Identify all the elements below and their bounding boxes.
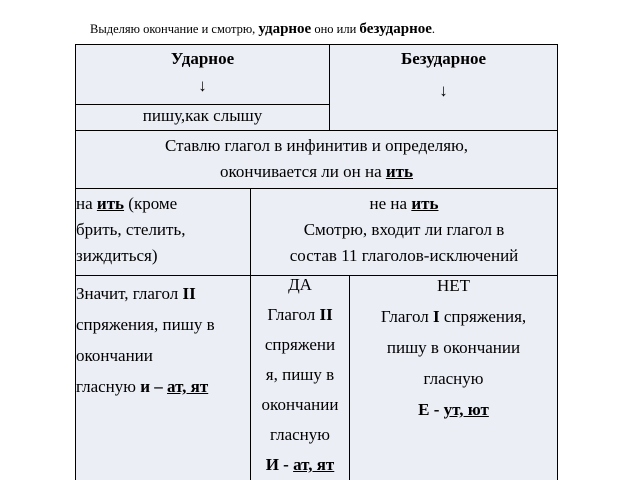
answer-yes-line2-bold: II xyxy=(319,305,333,324)
answer-yes-line1: ДА xyxy=(288,275,312,294)
infinitive-ending: ить xyxy=(385,162,413,181)
answer-no-line5-bold: Е - xyxy=(418,400,444,419)
answer-no-line1: НЕТ xyxy=(436,276,471,295)
title-stressed: ударное xyxy=(258,21,312,37)
unstressed-arrow-icon: ↓ xyxy=(439,81,448,100)
result-ii-bold: II xyxy=(182,284,196,303)
unstressed-header-cell xyxy=(330,45,557,130)
title-middle: оно или xyxy=(314,22,357,36)
ending-it-cell xyxy=(76,189,250,275)
not-it-bold: ить xyxy=(411,194,439,213)
title-prefix: Выделяю окончание и смотрю, xyxy=(90,22,256,36)
stressed-rule-text: пишу,как слышу xyxy=(142,106,263,125)
not-it-line1 xyxy=(251,191,557,217)
answer-yes-line7 xyxy=(251,450,349,480)
answer-no-line4: гласную xyxy=(423,369,484,388)
result-ii-prefix: Значит, глагол xyxy=(76,284,183,303)
ending-it-line2: брить, стелить, xyxy=(76,220,186,239)
answer-yes-line7-bold: И - xyxy=(265,455,294,474)
answer-no-line5 xyxy=(350,394,557,425)
answer-no-line2-prefix: Глагол xyxy=(380,307,433,326)
ending-it-prefix: на xyxy=(76,194,97,213)
answer-no-endings: ут, ют xyxy=(443,400,489,419)
stressed-header-label: Ударное xyxy=(170,49,235,68)
answer-yes-line6: гласную xyxy=(270,425,330,444)
answer-yes-line4: я, пишу в xyxy=(265,365,335,384)
answer-no-cell xyxy=(350,276,557,480)
title-suffix: . xyxy=(431,22,435,36)
answer-no-line2-bold: I xyxy=(432,307,440,326)
infinitive-step-line2 xyxy=(76,159,557,185)
not-it-cell xyxy=(251,189,557,275)
ending-it-suffix: (кроме xyxy=(124,194,178,213)
stressed-arrow-icon: ↓ xyxy=(198,76,207,95)
not-it-line3: состав 11 глаголов-исключений xyxy=(289,246,519,265)
stressed-rule-cell xyxy=(76,105,329,130)
answer-no-line2 xyxy=(350,301,557,332)
result-ii-line3: окончании xyxy=(76,346,153,365)
ending-it-line3: зиждиться) xyxy=(76,246,158,265)
title-unstressed: безударное xyxy=(359,21,432,37)
answer-no-line3: пишу в окончании xyxy=(386,338,521,357)
infinitive-step-line2-text: окончивается ли он на xyxy=(220,162,386,181)
not-it-line2: Смотрю, входит ли глагол в xyxy=(303,220,505,239)
unstressed-header-label: Безударное xyxy=(400,49,487,68)
answer-yes-line2 xyxy=(251,300,349,330)
result-ii-line4-bold: и – xyxy=(140,377,168,396)
ending-it-line1 xyxy=(76,191,250,217)
infinitive-step-line1: Ставлю глагол в инфинитив и определяю, xyxy=(164,136,469,155)
result-ii-line4-prefix: гласную xyxy=(76,377,141,396)
ending-it-bold: ить xyxy=(96,194,125,213)
not-it-prefix: не на xyxy=(369,194,412,213)
answer-yes-line3: спряжени xyxy=(264,335,336,354)
answer-yes-endings: ат, ят xyxy=(293,455,335,474)
result-ii-line4 xyxy=(76,371,250,402)
answer-yes-cell xyxy=(251,276,349,480)
answer-yes-line2-prefix: Глагол xyxy=(267,305,320,324)
answer-yes-line5: окончании xyxy=(261,395,339,414)
infinitive-step-cell xyxy=(76,131,557,188)
result-ii-cell xyxy=(76,276,250,480)
result-ii-endings: ат, ят xyxy=(167,377,209,396)
result-ii-line2: спряжения, пишу в xyxy=(76,315,215,334)
stressed-header-cell xyxy=(76,45,329,104)
answer-no-line2-suffix: спряжения, xyxy=(439,307,527,326)
result-ii-line1 xyxy=(76,278,250,309)
